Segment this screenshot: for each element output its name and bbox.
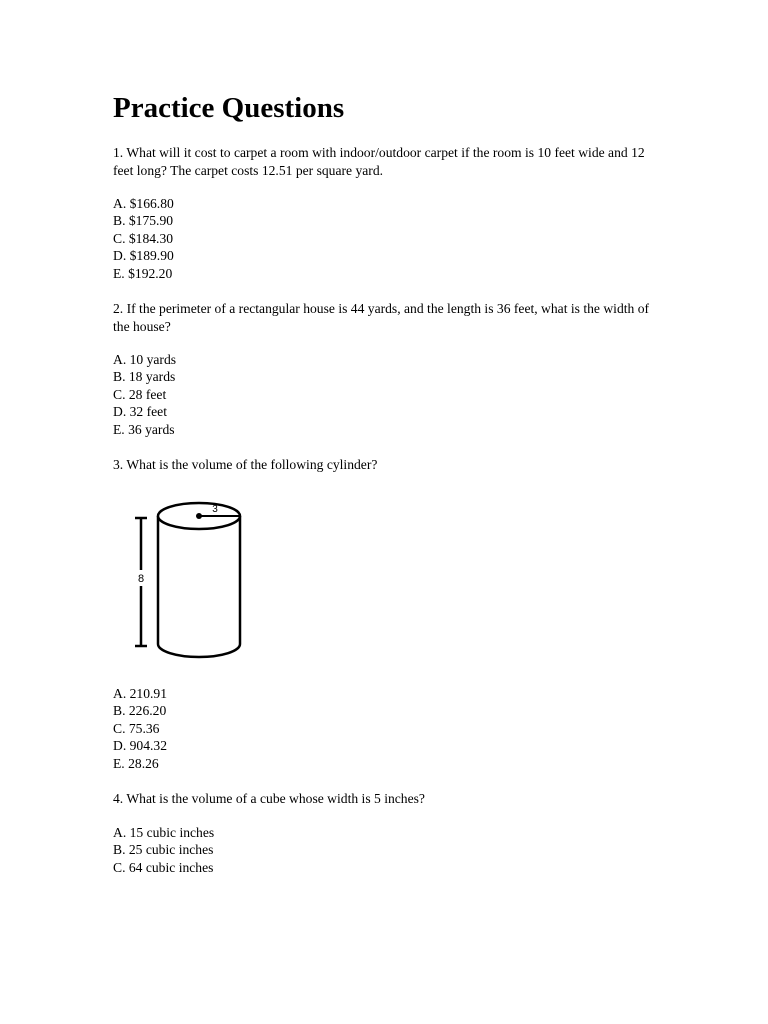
- page-title: Practice Questions: [113, 92, 345, 124]
- question-1-option-a: A. $166.80: [113, 196, 174, 211]
- question-4-option-c: C. 64 cubic inches: [113, 859, 214, 875]
- center-dot: [196, 513, 202, 519]
- question-1-text: 1. What will it cost to carpet a room with indoor/outdoor carpet if the room is 10 feet wide and 12 feet long? The carpet costs 12.51 per square yard.: [113, 145, 645, 178]
- question-3-text: 3. What is the volume of the following cylinder?: [113, 457, 378, 472]
- question-3-option-e: E. 28.26: [113, 755, 159, 771]
- question-3-option-b: B. 226.20: [113, 703, 167, 719]
- question-2-option-b: B. 18 yards: [113, 369, 176, 385]
- question-4-option-a: A. 15 cubic inches: [113, 825, 215, 840]
- question-3-option-d: D. 904.32: [113, 738, 167, 754]
- height-label: 8: [137, 573, 145, 585]
- question-1-option-b: B. $175.90: [113, 213, 174, 229]
- question-3-option-a: A. 210.91: [113, 686, 167, 701]
- question-2-option-e: E. 36 yards: [113, 421, 175, 437]
- question-4-options: [113, 824, 214, 876]
- question-2-option-c: C. 28 feet: [113, 386, 167, 402]
- question-4-option-b: B. 25 cubic inches: [113, 842, 214, 858]
- question-1-option-e: E. $192.20: [113, 265, 173, 281]
- question-2-text: 2. If the perimeter of a rectangular house is 44 yards, and the length is 36 feet, what is the width of the house?: [113, 301, 650, 334]
- question-1-option-c: C. $184.30: [113, 230, 174, 246]
- question-2-options: [113, 351, 176, 438]
- cylinder-figure: [133, 500, 273, 665]
- question-4-text: 4. What is the volume of a cube whose width is 5 inches?: [113, 791, 425, 806]
- question-3-options: [113, 685, 167, 772]
- question-1-options: [113, 195, 174, 282]
- question-2-option-d: D. 32 feet: [113, 404, 167, 420]
- cylinder-bottom-arc: [158, 644, 240, 657]
- question-3-option-c: C. 75.36: [113, 720, 160, 736]
- question-1-option-d: D. $189.90: [113, 248, 174, 264]
- question-2-option-a: A. 10 yards: [113, 352, 177, 367]
- radius-label: 3: [212, 504, 218, 515]
- cylinder-diagram: [133, 500, 273, 665]
